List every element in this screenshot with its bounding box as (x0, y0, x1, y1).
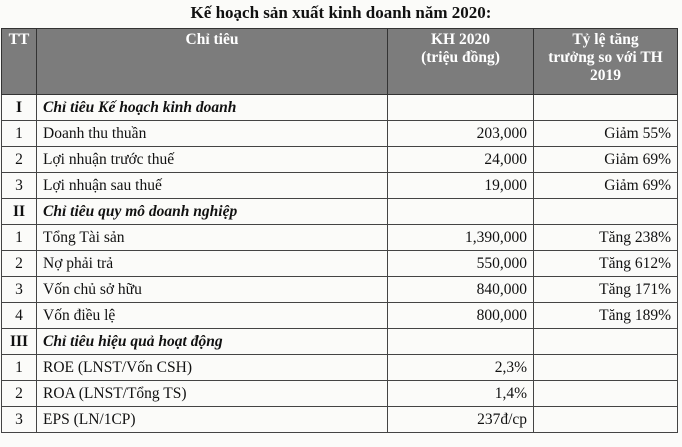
growth-rate: Tăng 612% (534, 251, 678, 277)
header-tt: TT (2, 29, 37, 95)
indicator-name: Nợ phải trả (37, 251, 388, 277)
row-number: 2 (2, 147, 37, 173)
growth-rate (534, 381, 678, 407)
plan-value: 19,000 (388, 173, 534, 199)
growth-rate: Giảm 55% (534, 121, 678, 147)
row-number: 2 (2, 251, 37, 277)
table-row (2, 277, 678, 303)
indicator-name: Doanh thu thuần (37, 121, 388, 147)
row-number: 3 (2, 173, 37, 199)
row-number: 1 (2, 225, 37, 251)
indicator-name: Vốn chủ sở hữu (37, 277, 388, 303)
row-number: 4 (2, 303, 37, 329)
growth-rate: Tăng 171% (534, 277, 678, 303)
indicator-name: Chỉ tiêu Kế hoạch kinh doanh (37, 95, 388, 121)
table-row (2, 121, 678, 147)
growth-rate (534, 199, 678, 225)
section-row (2, 95, 678, 121)
row-number: II (2, 199, 37, 225)
indicator-name: Vốn điều lệ (37, 303, 388, 329)
table-row (2, 225, 678, 251)
plan-value: 203,000 (388, 121, 534, 147)
page-title: Kế hoạch sản xuất kinh doanh năm 2020: (190, 3, 492, 22)
header-indicator: Chỉ tiêu (37, 29, 388, 95)
plan-value: 840,000 (388, 277, 534, 303)
row-number: 1 (2, 121, 37, 147)
table-row (2, 407, 678, 433)
row-number: III (2, 329, 37, 355)
table-row (2, 303, 678, 329)
header-growth-rate: Tỷ lệ tăng trưởng so với TH 2019 (534, 29, 678, 95)
indicator-name: Lợi nhuận trước thuế (37, 147, 388, 173)
plan-value (388, 199, 534, 225)
growth-rate (534, 329, 678, 355)
business-plan-table (1, 28, 678, 433)
indicator-name: Chỉ tiêu hiệu quả hoạt động (37, 329, 388, 355)
plan-value: 550,000 (388, 251, 534, 277)
plan-value: 2,3% (388, 355, 534, 381)
growth-rate (534, 95, 678, 121)
growth-rate: Tăng 238% (534, 225, 678, 251)
growth-rate (534, 355, 678, 381)
header-plan-2020: KH 2020 (triệu đồng) (388, 29, 534, 95)
section-row (2, 329, 678, 355)
growth-rate (534, 407, 678, 433)
growth-rate: Tăng 189% (534, 303, 678, 329)
plan-value (388, 329, 534, 355)
row-number: 2 (2, 381, 37, 407)
plan-value: 24,000 (388, 147, 534, 173)
indicator-name: ROA (LNST/Tổng TS) (37, 381, 388, 407)
growth-rate: Giảm 69% (534, 173, 678, 199)
indicator-name: Tổng Tài sản (37, 225, 388, 251)
growth-rate: Giảm 69% (534, 147, 678, 173)
table-row (2, 251, 678, 277)
plan-value: 237đ/cp (388, 407, 534, 433)
indicator-name: EPS (LN/1CP) (37, 407, 388, 433)
plan-value: 800,000 (388, 303, 534, 329)
row-number: 3 (2, 407, 37, 433)
plan-value: 1,4% (388, 381, 534, 407)
table-row (2, 173, 678, 199)
plan-value: 1,390,000 (388, 225, 534, 251)
indicator-name: Lợi nhuận sau thuế (37, 173, 388, 199)
plan-value (388, 95, 534, 121)
indicator-name: ROE (LNST/Vốn CSH) (37, 355, 388, 381)
table-body (2, 95, 678, 433)
indicator-name: Chỉ tiêu quy mô doanh nghiệp (37, 199, 388, 225)
row-number: 3 (2, 277, 37, 303)
table-header-row (2, 29, 678, 95)
table-row (2, 355, 678, 381)
row-number: I (2, 95, 37, 121)
table-row (2, 147, 678, 173)
row-number: 1 (2, 355, 37, 381)
table-row (2, 381, 678, 407)
section-row (2, 199, 678, 225)
